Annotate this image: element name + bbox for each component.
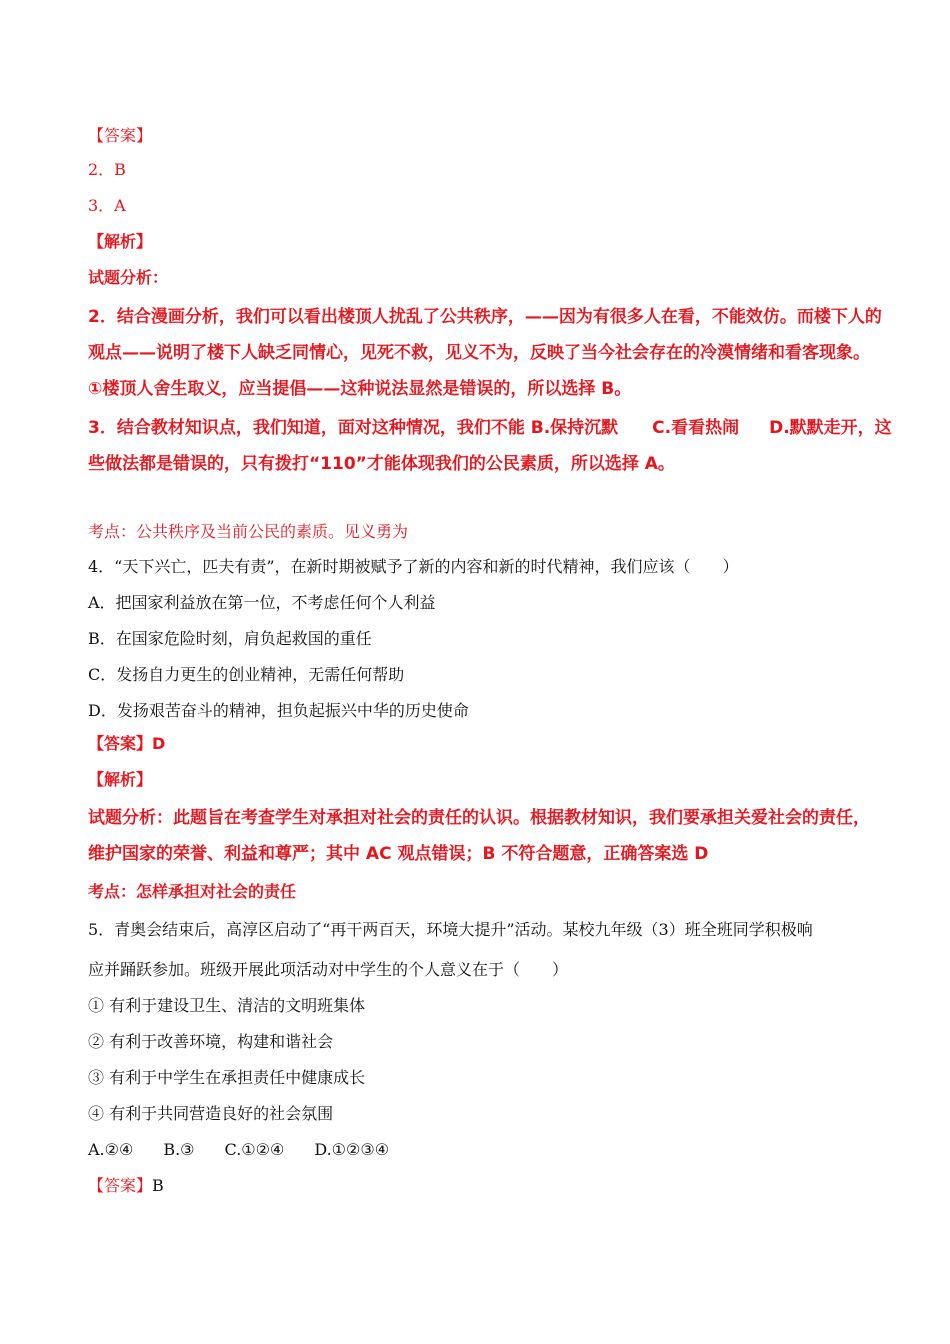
q5-choices <box>88 1138 389 1162</box>
analysis-p2-line3: ①楼顶人舍生取义，应当提倡——这种说法显然是错误的，所以选择 B。 <box>88 379 632 399</box>
analysis-p3-line2: 些做法都是错误的，只有拨打“110”才能体现我们的公民素质，所以选择 A。 <box>88 454 675 474</box>
answer-label: 【答案】 <box>88 126 153 145</box>
analysis-p2-line2: 观点——说明了楼下人缺乏同情心，见死不救，见义不为，反映了当今社会存在的冷漠情绪和看客现象。 <box>88 343 870 363</box>
analysis-label: 【解析】 <box>88 232 153 251</box>
q5-stem-line2: 应并踊跃参加。班级开展此项活动对中学生的个人意义在于（ ） <box>88 960 569 979</box>
q5-choice-a: A.②④ <box>88 1140 134 1159</box>
q5-answer-label: 【答案】 <box>88 1176 153 1195</box>
analysis-p3-line1 <box>88 416 892 440</box>
q5-item-3: ③ 有利于中学生在承担责任中健康成长 <box>88 1068 366 1087</box>
q4-analysis-line2: 维护国家的荣誉、利益和尊严；其中 AC 观点错误；B 不符合题意，正确答案选 D <box>88 844 709 864</box>
analysis-p3-line1-a: 3．结合教材知识点，我们知道，面对这种情况，我们不能 B.保持沉默 <box>88 418 619 438</box>
analysis-p2-line1: 2．结合漫画分析，我们可以看出楼顶人扰乱了公共秩序，——因为有很多人在看，不能效仿。而楼下人的 <box>88 307 882 327</box>
q5-choice-b: B.③ <box>163 1140 195 1159</box>
q4-option-c: C．发扬自力更生的创业精神，无需任何帮助 <box>88 665 405 684</box>
analysis-p3-line1-c: D.默默走开，这 <box>769 418 892 438</box>
q5-choice-d: D.①②③④ <box>314 1140 390 1159</box>
answer-2: 2．B <box>88 160 126 179</box>
q5-choice-c: C.①②④ <box>224 1140 285 1159</box>
q4-stem: 4．“天下兴亡，匹夫有责”，在新时期被赋予了新的内容和新的时代精神，我们应该（ ） <box>88 557 739 576</box>
q5-item-4: ④ 有利于共同营造良好的社会氛围 <box>88 1104 334 1123</box>
q4-analysis-line1: 试题分析：此题旨在考查学生对承担对社会的责任的认识。根据教材知识，我们要承担关爱社会的责任， <box>88 808 870 828</box>
analysis-intro: 试题分析： <box>88 268 169 287</box>
q4-answer <box>88 732 165 756</box>
q4-option-d: D．发扬艰苦奋斗的精神，担负起振兴中华的历史使命 <box>88 701 469 720</box>
q4-option-b: B．在国家危险时刻，肩负起救国的重任 <box>88 629 372 648</box>
q4-option-a: A．把国家利益放在第一位，不考虑任何个人利益 <box>88 593 436 612</box>
q5-answer <box>88 1174 164 1198</box>
q4-answer-label: 【答案】 <box>88 734 153 753</box>
q5-stem-line1: 5．青奥会结束后，高淳区启动了“再干两百天，环境大提升”活动。某校九年级（3）班全班同学积极响 <box>88 920 813 939</box>
q4-answer-value: D <box>152 734 166 753</box>
kaodian-1: 考点：公共秩序及当前公民的素质。见义勇为 <box>88 522 409 541</box>
q5-answer-value: B <box>152 1176 164 1195</box>
q5-item-2: ② 有利于改善环境，构建和谐社会 <box>88 1032 334 1051</box>
q5-item-1: ① 有利于建设卫生、清洁的文明班集体 <box>88 996 366 1015</box>
analysis-p3-line1-b: C.看看热闹 <box>652 418 740 438</box>
q4-analysis-label: 【解析】 <box>88 770 153 789</box>
answer-3: 3．A <box>88 196 126 215</box>
q4-kaodian: 考点：怎样承担对社会的责任 <box>88 882 297 901</box>
